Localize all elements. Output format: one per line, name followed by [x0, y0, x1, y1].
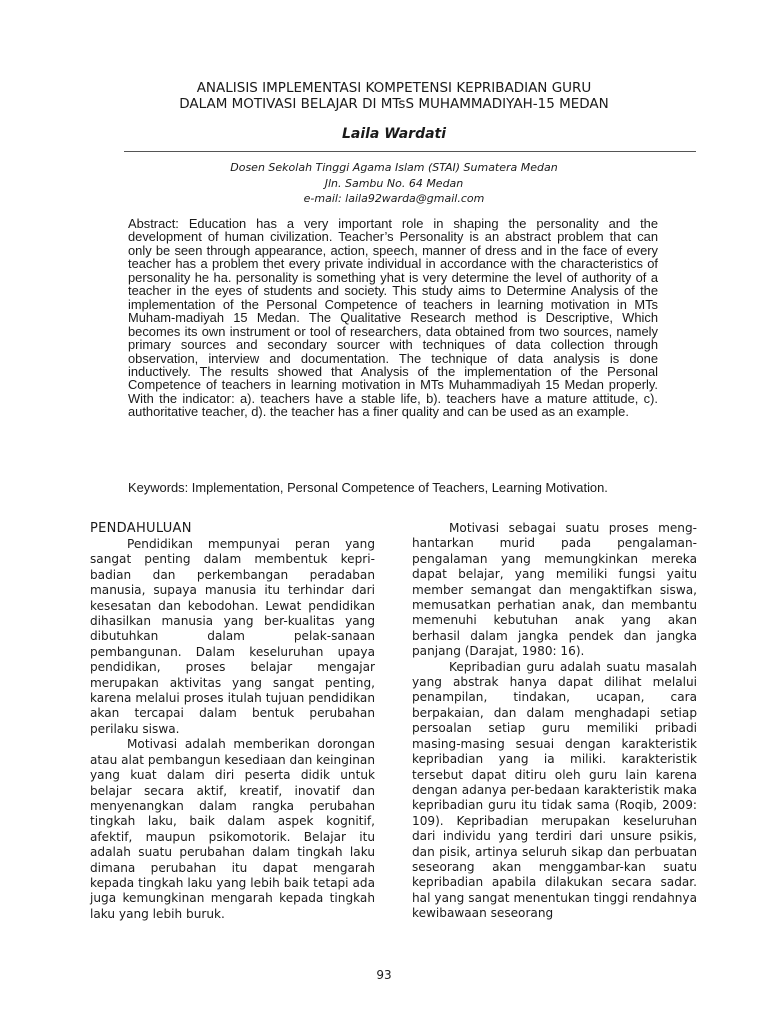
title-line-2: DALAM MOTIVASI BELAJAR DI MTsS MUHAMMADIYAH-15 MEDAN	[179, 96, 609, 112]
body-paragraph: Motivasi sebagai suatu proses meng-hantarkan murid pada pengalaman-pengalaman yang memungkinkan mereka dapat belajar, yang memiliki fungsi yaitu member semangat dan mengaktifkan siswa, memusatkan perhatian anak, dan membantu memenuhi kebutuhan anak yang akan berhasil dalam jangka pendek dan jangka panjang (Darajat, 1980: 16).	[412, 521, 697, 659]
right-column	[412, 521, 697, 922]
affiliation-address: Jln. Sambu No. 64 Medan	[324, 176, 464, 190]
affiliation-institution: Dosen Sekolah Tinggi Agama Islam (STAI) Sumatera Medan	[230, 161, 558, 174]
section-heading: PENDAHULUAN	[90, 521, 192, 536]
abstract	[128, 217, 658, 419]
body-paragraph: Motivasi adalah memberikan dorongan atau alat pembangun kesediaan dan keinginan yang kuat dalam diri peserta didik untuk belajar secara aktif, kreatif, inovatif dan menyenangkan dalam rangka perubahan tingkah laku, baik dalam aspek kognitif, afektif, maupun psikomotorik. Belajar itu adalah suatu perubahan dalam tingkah laku dimana perubahan itu dapat mengarah kepada tingkah laku yang lebih baik tetapi ada juga kemungkinan mengarah kepada tingkah laku yang lebih buruk.	[90, 737, 375, 921]
keywords-label: Keywords	[128, 480, 185, 495]
abstract-label: Abstract	[128, 216, 176, 231]
body-paragraph: Kepribadian guru adalah suatu masalah yang abstrak hanya dapat dilihat melalui penampilan, tindakan, ucapan, cara berpakaian, dan dalam menghadapi setiap persoalan setiap guru memiliki pribadi masing-masing sesuai dengan karakteristik kepribadian yang ia miliki. karakteristik tersebut dapat ditiru oleh guru lain karena dengan adanya per-bedaan karakteristik maka kepribadian guru itu tidak sama (Roqib, 2009: 109). Kepribadian merupakan keseluruhan dari individu yang terdiri dari unsure psikis, dan pisik, artinya seluruh sikap dan perbuatan seseorang akan menggambar-kan suatu kepribadian apabila dilakukan secara sadar. hal yang sangat menentukan tinggi rendahnya kewibawaan seseorang	[412, 659, 697, 921]
left-column	[90, 521, 375, 922]
body-paragraph: Pendidikan mempunyai peran yang sangat penting dalam membentuk kepri-badian dan perkembangan peradaban manusia, supaya manusia itu terhindar dari kesesatan dan kebodohan. Lewat pendidikan dihasilkan manusia yang ber-kualitas yang dibutuhkan dalam pelak-sanaan pembangunan. Dalam keseluruhan upaya pendidikan, proses belajar mengajar merupakan aktivitas yang sangat penting, karena melalui proses itulah tujuan pendidikan akan tercapai dalam bentuk perubahan perilaku siswa.	[90, 537, 375, 736]
abstract-text: : Education has a very important role in shaping the personality and the development of human civilization. Teacher’s Personality is an abstract problem that can only be seen through appearance, action, speech, manner of dress and in the face of every teacher has a problem thet every private individual in accordance with the characteristics of personality he ha. personality is something yhat is very determine the level of authority of a teacher in the eyes of students and society. This study aims to Determine Analysis of the implementation of the Personal Competence of teachers in learning motivation in MTs Muham-madiyah 15 Medan. The Qualitative Research method is Descriptive, Which becomes its own instrument or tool of researchers, data obtained from two sources, namely primary sources and secondary sourcer with techniques of data collection through observation, interview and documentation. The technique of data analysis is done inductively. The results showed that Analysis of the implementation of the Personal Competence of teachers in learning motivation in MTs Muhammadiyah 15 Medan properly. With the indicator: a). teachers have a stable life, b). teachers have a mature attitude, c). authoritative teacher, d). the teacher has a finer quality and can be used as an example.	[128, 216, 658, 420]
author-name: Laila Wardati	[341, 126, 447, 142]
keywords-text: : Implementation, Personal Competence of Teachers, Learning Motivation.	[184, 480, 608, 495]
affiliation-email: e-mail: laila92warda@gmail.com	[303, 192, 485, 205]
title-line-1: ANALISIS IMPLEMENTASI KOMPETENSI KEPRIBADIAN GURU	[196, 80, 592, 96]
page-number: 93	[376, 968, 392, 982]
header-divider	[124, 151, 696, 152]
keywords	[128, 481, 730, 495]
paper-title	[90, 80, 698, 112]
affiliation-block	[90, 160, 698, 207]
